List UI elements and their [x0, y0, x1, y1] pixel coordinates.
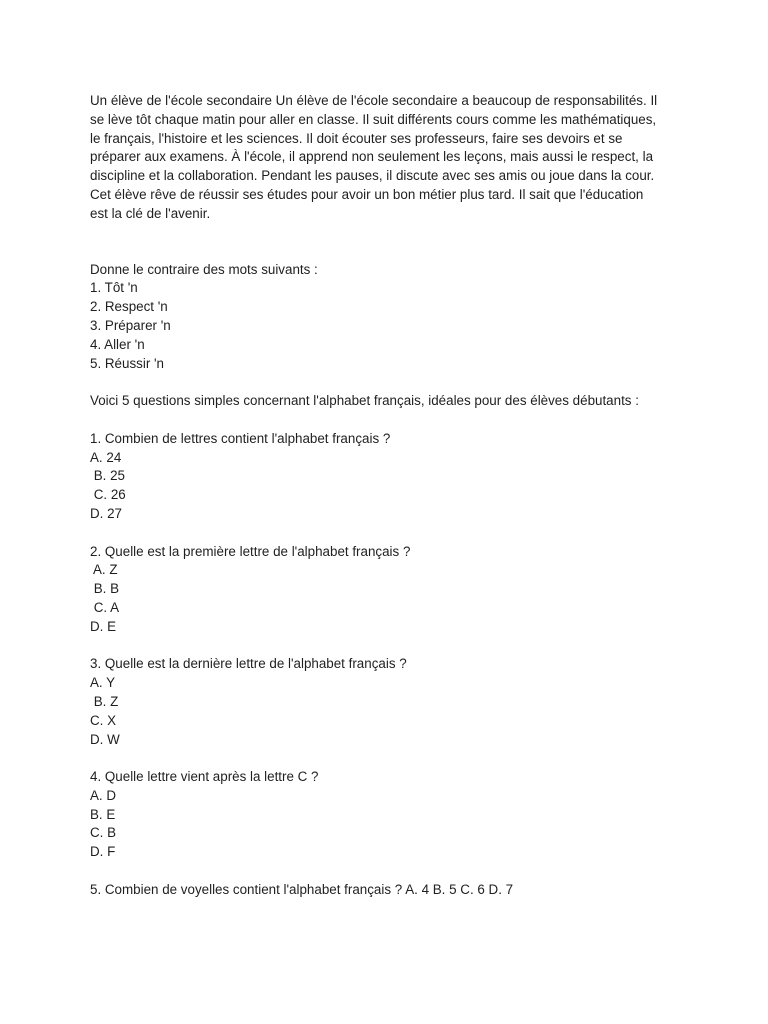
answer-option: C. A	[90, 599, 120, 615]
antonym-item: 4. Aller 'n	[90, 336, 145, 352]
answer-option: D. E	[90, 618, 117, 634]
question-block	[90, 655, 690, 749]
answer-option: D. W	[90, 731, 120, 747]
spacer	[90, 373, 690, 392]
question-block	[90, 430, 690, 524]
spacer	[90, 862, 690, 881]
question-block	[90, 768, 690, 862]
question-text: 2. Quelle est la première lettre de l'alphabet français ?	[90, 543, 411, 559]
answer-option: A. Z	[90, 562, 118, 578]
answer-option: A. 24	[90, 449, 122, 465]
reading-passage: Un élève de l'école secondaire Un élève de l'école secondaire a beaucoup de responsabilités. Il se lève tôt chaque matin pour aller en classe. Il suit différents cours comme les mathématiques, le français, l'histoire et les sciences. Il doit écouter ses professeurs, faire ses devoirs et se préparer aux examens. À l'école, il apprend non seulement les leçons, mais aussi le respect, la discipline et la collaboration. Pendant les pauses, il discute avec ses amis ou joue dans la cour. Cet élève rêve de réussir ses études pour avoir un bon métier plus tard. Il sait que l'éducation est la clé de l'avenir.	[90, 93, 658, 221]
question-text: 4. Quelle lettre vient après la lettre C ?	[90, 769, 319, 785]
quiz-intro: Voici 5 questions simples concernant l'alphabet français, idéales pour des élèves débutants :	[90, 393, 639, 409]
antonym-item: 3. Préparer 'n	[90, 317, 171, 333]
antonyms-section	[90, 261, 690, 374]
antonym-item: 1. Tôt 'n	[90, 280, 138, 296]
answer-option: A. Y	[90, 675, 116, 691]
question-block	[90, 543, 690, 637]
answer-option: C. X	[90, 712, 117, 728]
spacer	[90, 224, 690, 261]
answer-option: A. D	[90, 787, 117, 803]
spacer	[90, 524, 690, 543]
answer-option: D. F	[90, 844, 116, 860]
antonym-item: 5. Réussir 'n	[90, 355, 165, 371]
antonym-item: 2. Respect 'n	[90, 299, 168, 315]
answer-option: B. Z	[90, 693, 119, 709]
antonyms-instruction: Donne le contraire des mots suivants :	[90, 261, 318, 277]
question-text: 3. Quelle est la dernière lettre de l'alphabet français ?	[90, 656, 407, 672]
spacer	[90, 411, 690, 430]
question-text-inline: 5. Combien de voyelles contient l'alphabet français ? A. 4 B. 5 C. 6 D. 7	[90, 881, 514, 897]
spacer	[90, 637, 690, 656]
answer-option: C. B	[90, 825, 117, 841]
question-text: 1. Combien de lettres contient l'alphabet français ?	[90, 430, 391, 446]
answer-option: B. B	[90, 581, 120, 597]
document-page	[90, 92, 690, 900]
answer-option: B. E	[90, 806, 116, 822]
spacer	[90, 749, 690, 768]
answer-option: B. 25	[90, 468, 125, 484]
answer-option: D. 27	[90, 505, 123, 521]
answer-option: C. 26	[90, 487, 126, 503]
